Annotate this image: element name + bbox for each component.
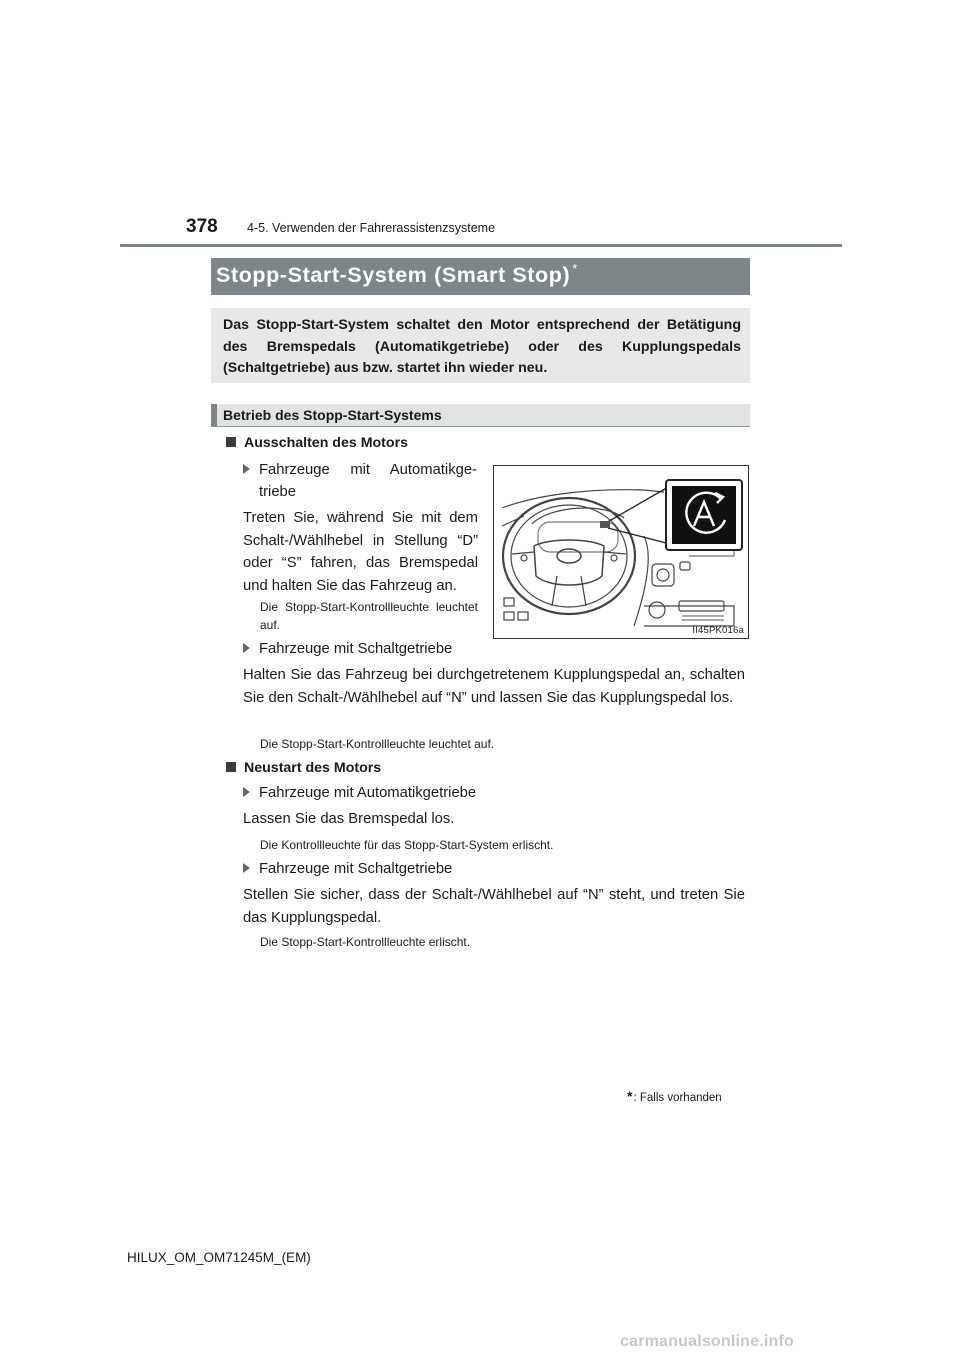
page-number: 378 xyxy=(186,216,218,237)
stop-manual-text: Halten Sie das Fahrzeug bei durchgetretenem Kupplungspedal an, schalten Sie den Schalt-/Wählhebel auf “N” und lassen Sie das Kupplungspedal los. xyxy=(243,667,745,706)
header-rule xyxy=(120,244,842,247)
triangle-bullet-icon xyxy=(243,787,250,797)
restart-manual-bullet: Fahrzeuge mit Schaltgetriebe xyxy=(243,861,452,877)
triangle-bullet-icon xyxy=(243,863,250,873)
footnote: *: Falls vorhanden xyxy=(627,1088,722,1104)
intro-box xyxy=(211,308,750,383)
stop-heading: Ausschalten des Motors xyxy=(226,435,408,451)
square-bullet-icon xyxy=(226,762,236,772)
optional-equipment-marker: * xyxy=(572,261,578,276)
restart-manual-text: Stellen Sie sicher, dass der Schalt-/Wählhebel auf “N” steht, und treten Sie das Kupplungspedal. xyxy=(243,887,745,926)
restart-manual-note: Die Stopp-Start-Kontrollleuchte erlischt. xyxy=(260,935,471,949)
square-bullet-icon xyxy=(226,437,236,447)
restart-auto-bullet: Fahrzeuge mit Automatikgetriebe xyxy=(243,785,476,801)
figure-code: II45PK016a xyxy=(692,625,744,636)
watermark: carmanualsonline.info xyxy=(620,1333,795,1350)
stop-auto-text: Treten Sie, während Sie mit dem Schalt-/Wählhebel in Stellung “D” oder “S” fahren, das Bremspedal und halten Sie das Fahrzeug an. xyxy=(243,510,478,594)
triangle-bullet-icon xyxy=(243,464,250,474)
section-accent-bar xyxy=(211,404,217,426)
stop-auto-note: Die Stopp-Start-Kontrollleuchte leuchtet auf. xyxy=(260,600,478,632)
restart-auto-text: Lassen Sie das Bremspedal los. xyxy=(243,811,455,827)
section-title: Betrieb des Stopp-Start-Systems xyxy=(223,407,442,423)
dashboard-figure xyxy=(493,465,749,639)
document-code: HILUX_OM_OM71245M_(EM) xyxy=(127,1250,311,1265)
stop-auto-bullet-cont: triebe xyxy=(259,484,297,500)
stop-manual-bullet: Fahrzeuge mit Schaltgetriebe xyxy=(243,641,452,657)
intro-text: Das Stopp-Start-System schaltet den Motor entsprechend der Betätigung des Bremspedals (Automatikgetriebe) oder des Kupplungspedals (Schaltgetriebe) aus bzw. startet ihn wieder neu. xyxy=(223,317,741,376)
page-title-band xyxy=(211,258,750,295)
chapter-title: 4-5. Verwenden der Fahrerassistenzsysteme xyxy=(247,221,496,235)
steering-wheel-illustration xyxy=(494,466,749,639)
stop-manual-note: Die Stopp-Start-Kontrollleuchte leuchtet auf. xyxy=(260,737,495,751)
restart-auto-note: Die Kontrollleuchte für das Stopp-Start-System erlischt. xyxy=(260,838,554,852)
asterisk-icon: * xyxy=(627,1088,633,1104)
section-heading-band xyxy=(211,404,750,427)
restart-heading: Neustart des Motors xyxy=(226,760,381,776)
stop-auto-bullet: Fahrzeuge mit Automatikge- xyxy=(243,462,477,478)
page-title: Stopp-Start-System (Smart Stop) * xyxy=(216,261,578,287)
triangle-bullet-icon xyxy=(243,643,250,653)
